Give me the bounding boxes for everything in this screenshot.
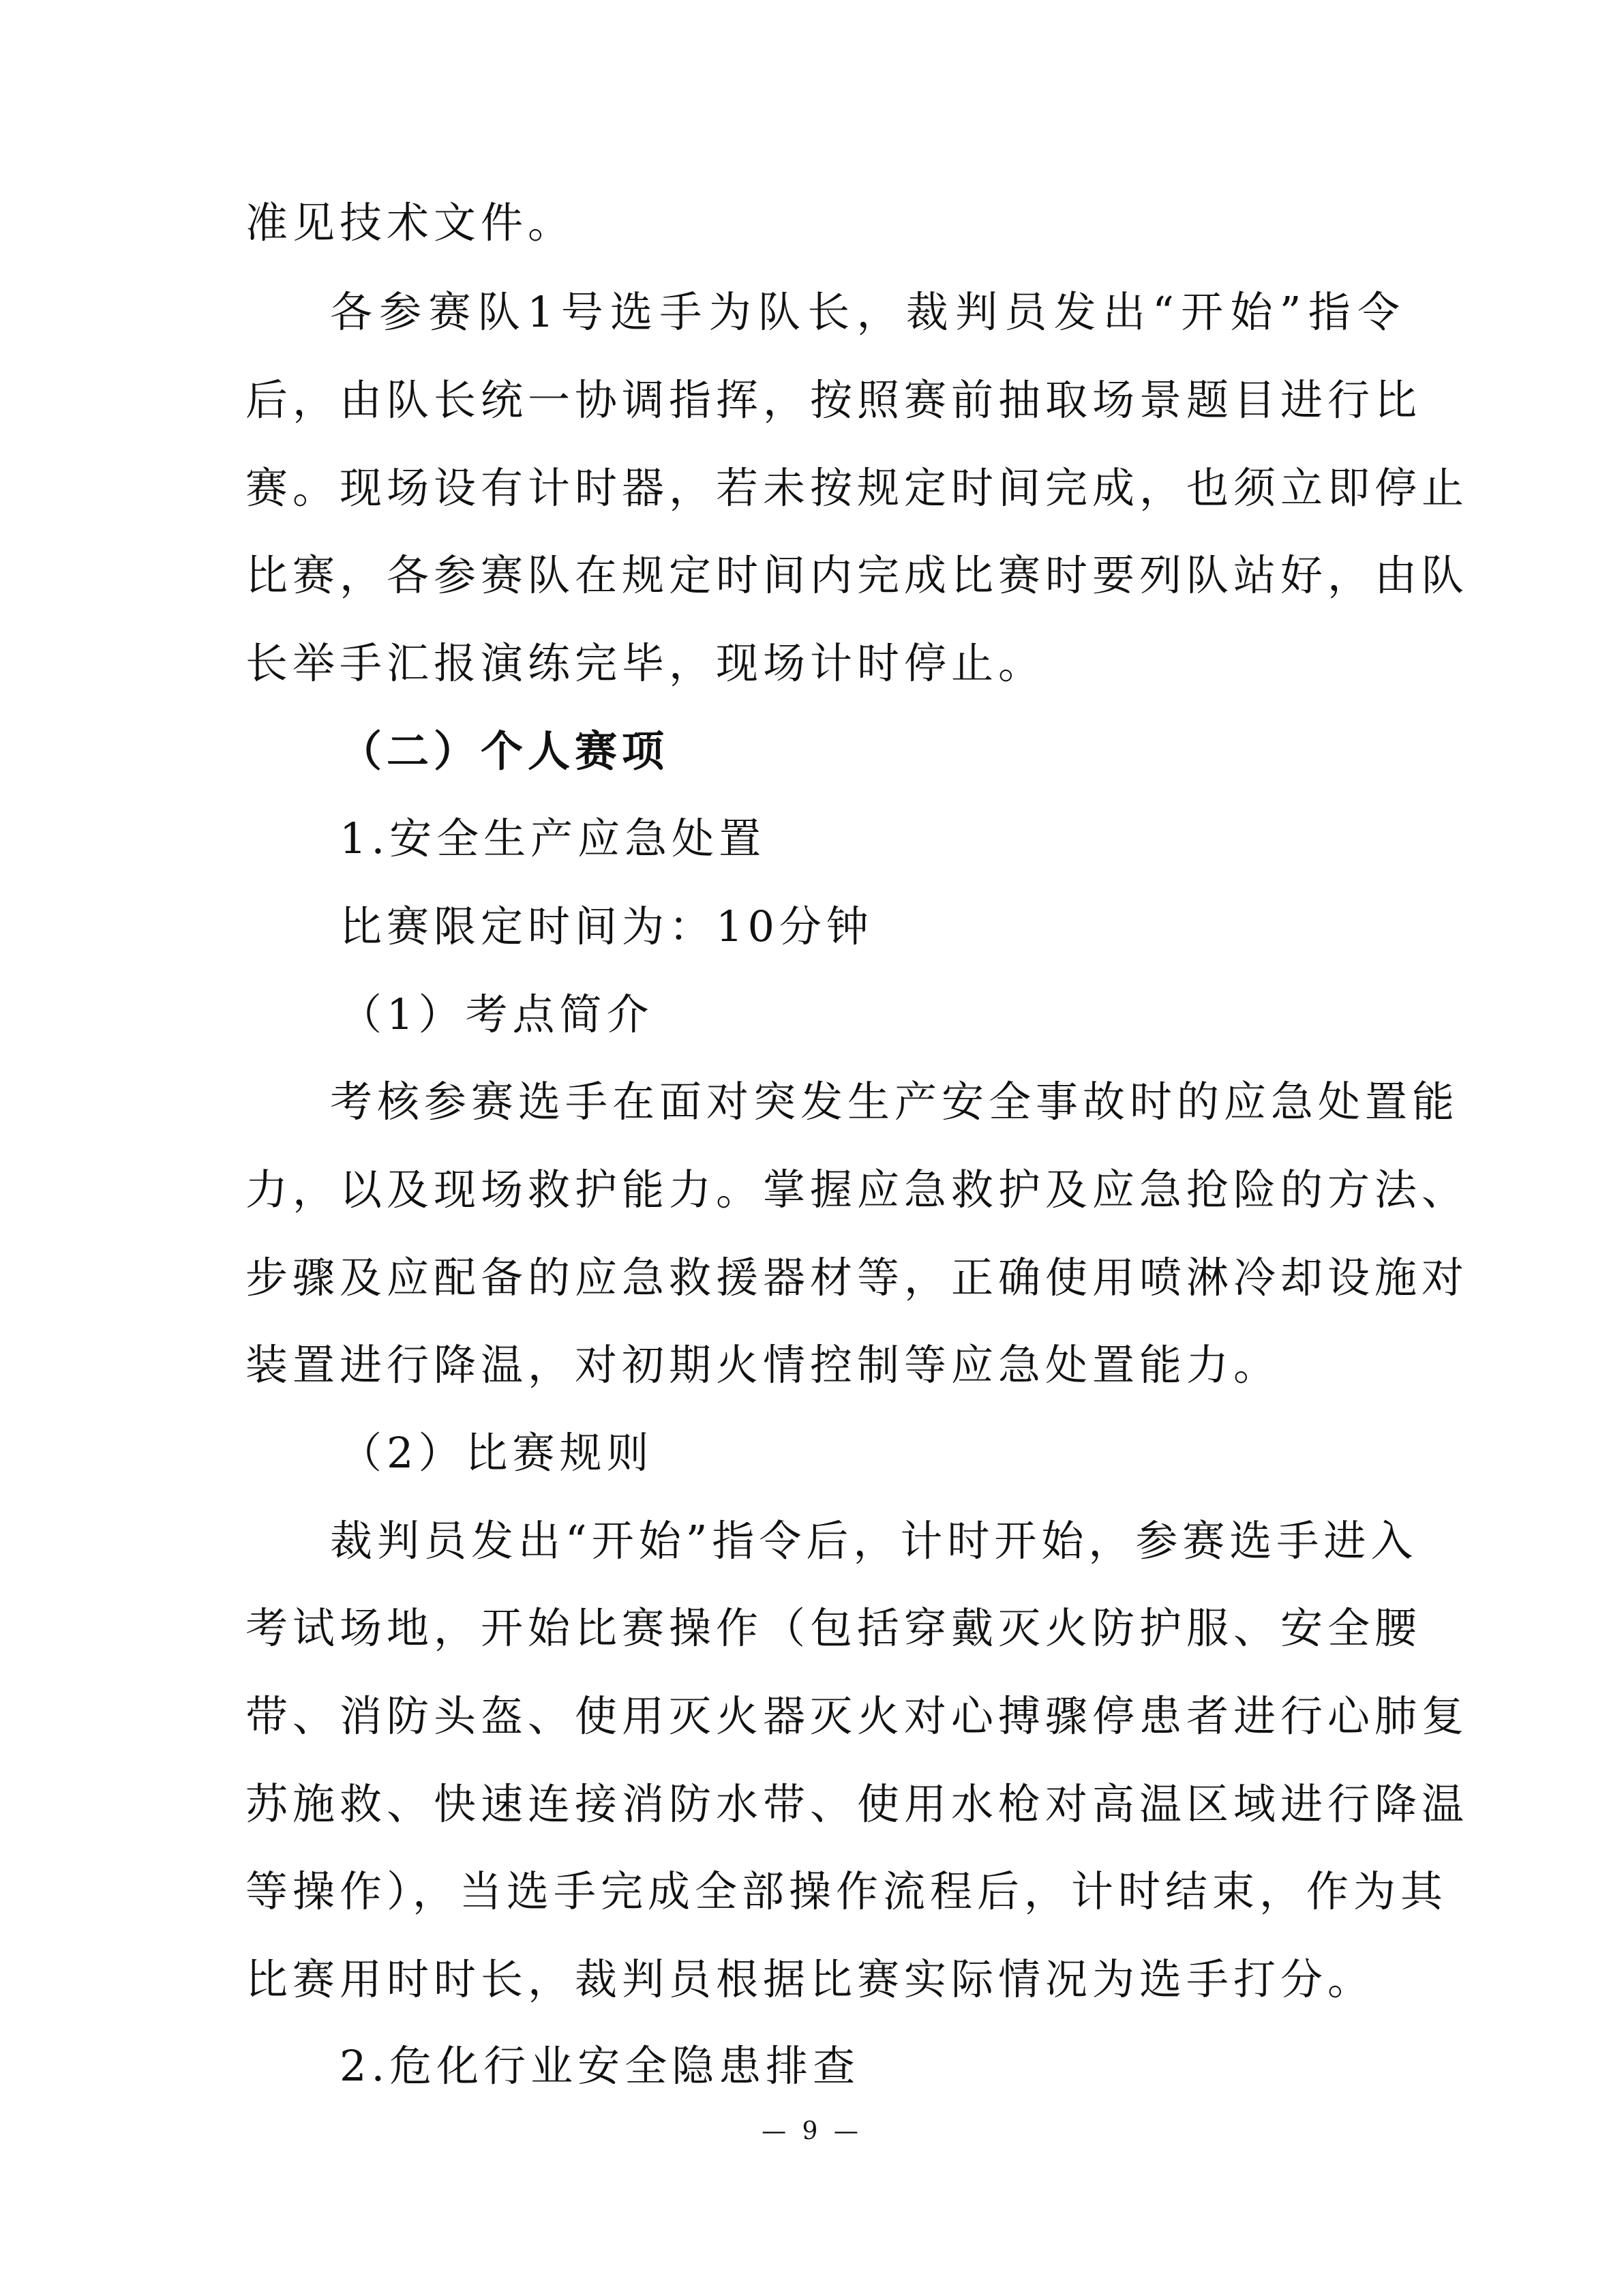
paragraph-line: 各参赛队1号选手为队长，裁判员发出“开始”指令 xyxy=(330,287,1404,337)
paragraph-line: 裁判员发出“开始”指令后，计时开始，参赛选手进入 xyxy=(330,1516,1418,1566)
page-number: — 9 — xyxy=(762,2117,862,2145)
section-heading: （二）个人赛项 xyxy=(340,726,670,776)
paragraph-line: 考试场地，开始比赛操作（包括穿戴灭火防护服、安全腰 xyxy=(245,1603,1422,1653)
paragraph-line: 力，以及现场救护能力。掌握应急救护及应急抢险的方法、 xyxy=(245,1165,1469,1214)
paragraph-line: 装置进行降温，对初期火情控制等应急处置能力。 xyxy=(245,1340,1281,1390)
subsection-heading: 1.安全生产应急处置 xyxy=(340,814,766,863)
paragraph-line: 苏施救、快速连接消防水带、使用水枪对高温区域进行降温 xyxy=(245,1779,1469,1829)
paragraph-line: 带、消防头盔、使用灭火器灭火对心搏骤停患者进行心肺复 xyxy=(245,1691,1469,1741)
paragraph-line: 准见技术文件。 xyxy=(245,198,575,248)
item-heading: （1）考点简介 xyxy=(340,989,654,1039)
paragraph-line: 比赛，各参赛队在规定时间内完成比赛时要列队站好，由队 xyxy=(245,550,1469,600)
item-heading: （2）比赛规则 xyxy=(340,1428,654,1478)
paragraph-line: 长举手汇报演练完毕，现场计时停止。 xyxy=(245,638,1046,688)
paragraph-line: 后，由队长统一协调指挥，按照赛前抽取场景题目进行比 xyxy=(245,375,1422,425)
paragraph-line: 比赛用时时长，裁判员根据比赛实际情况为选手打分。 xyxy=(245,1954,1375,2004)
subsection-heading: 2.危化行业安全隐患排查 xyxy=(340,2041,860,2091)
time-limit-text: 比赛限定时间为：10分钟 xyxy=(340,901,873,951)
paragraph-line: 步骤及应配备的应急救援器材等，正确使用喷淋冷却设施对 xyxy=(245,1253,1469,1302)
paragraph-line: 考核参赛选手在面对突发生产安全事故时的应急处置能 xyxy=(330,1077,1460,1127)
paragraph-line: 赛。现场设有计时器，若未按规定时间完成，也须立即停止 xyxy=(245,463,1469,513)
paragraph-line: 等操作），当选手完成全部操作流程后，计时结束，作为其 xyxy=(245,1866,1448,1916)
